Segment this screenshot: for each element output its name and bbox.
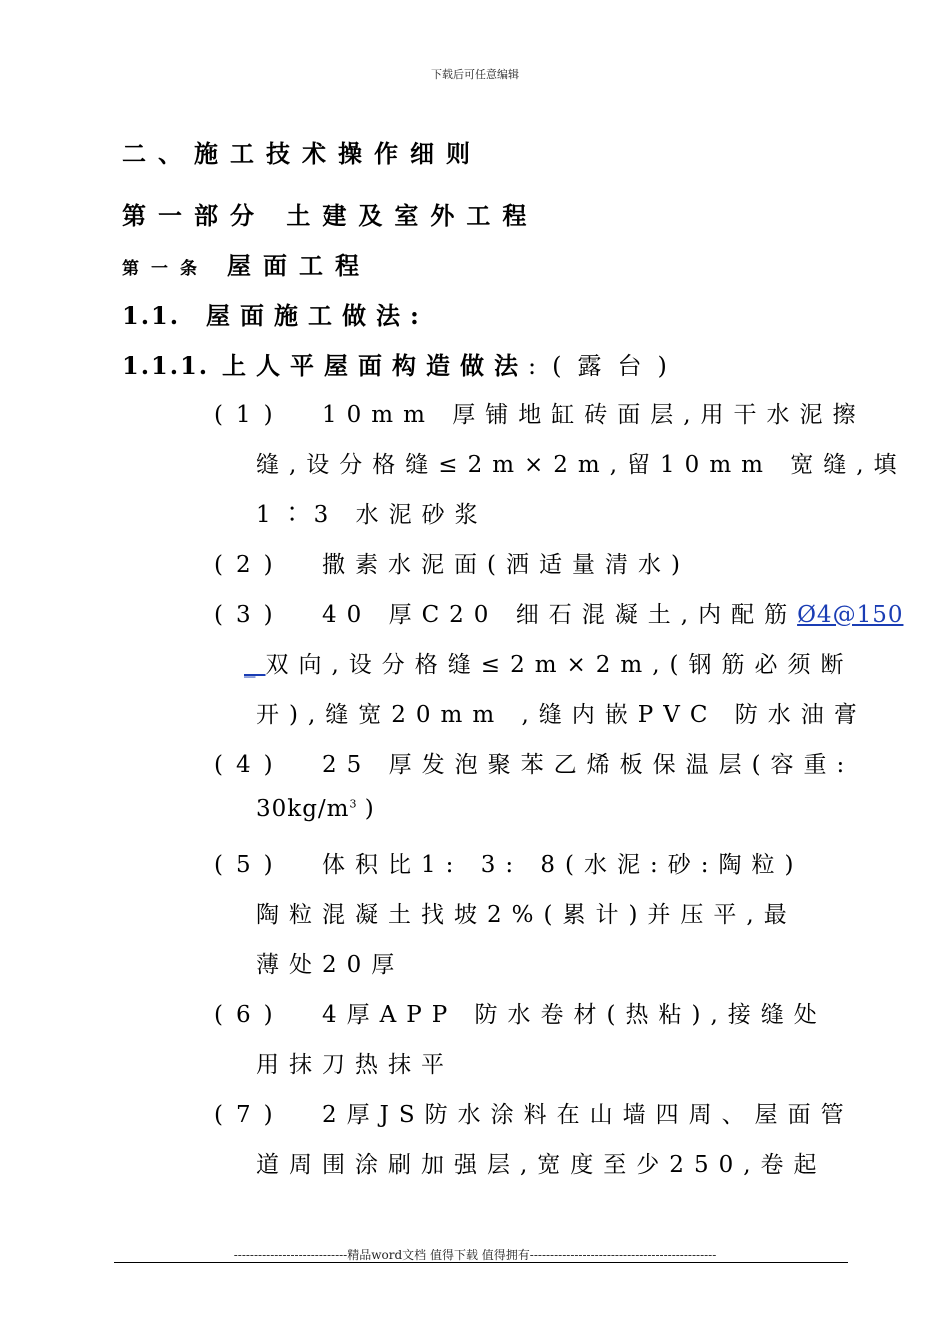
heading-section <box>122 296 429 331</box>
footer-rule <box>114 1262 848 1263</box>
list-item-4-line-1 <box>214 746 854 779</box>
list-item-1-line-3: 1∶3 水泥砂浆 <box>256 502 488 528</box>
list-item-4-line-2 <box>256 796 375 822</box>
item-text: ) <box>356 796 375 822</box>
article-title: 屋面工程 <box>227 251 371 280</box>
item-text: 10mm 厚铺地缸砖面层,用干水泥擦 <box>322 402 866 428</box>
item-text: 双向,设分格缝≤2m×2m,(钢筋必须断 <box>265 652 854 678</box>
subsection-note: :(露台) <box>528 352 683 380</box>
item-marker: (3) <box>214 602 286 628</box>
subsection-title: 上人平屋面构造做法 <box>222 351 528 380</box>
section-title: 屋面施工做法: <box>206 301 429 330</box>
list-item-7-line-1 <box>214 1096 854 1129</box>
list-item-3-line-1 <box>214 596 903 629</box>
rebar-spec-link[interactable]: Ø4@150 <box>797 602 904 628</box>
density-value: 30kg/m <box>256 796 350 822</box>
list-item-5-line-1 <box>214 846 803 879</box>
underline-fragment: _ <box>244 652 266 678</box>
superscript-3: 3 <box>349 797 357 811</box>
item-marker: (4) <box>214 752 286 778</box>
list-item-7-line-2: 道周围涂刷加强层,宽度至少250,卷起 <box>256 1152 827 1178</box>
list-item-3-line-3: 开),缝宽20mm ,缝内嵌PVC 防水油膏 <box>256 702 867 728</box>
item-marker: (2) <box>214 552 286 578</box>
item-marker: (5) <box>214 852 286 878</box>
list-item-3-line-2 <box>244 646 854 679</box>
heading-part: 第一部分 土建及室外工程 <box>122 201 539 230</box>
article-number: 第一条 <box>122 259 209 279</box>
subsection-number: 1.1.1. <box>122 351 210 380</box>
list-item-6-line-1 <box>214 996 827 1029</box>
list-item-5-line-2: 陶粒混凝土找坡2%(累计)并压平,最 <box>256 902 797 928</box>
heading-article <box>122 246 371 281</box>
list-item-5-line-3: 薄处20厚 <box>256 952 405 978</box>
page-footer: ----------------------------精品word文档 值得下载 值得拥有---------------------------------------------- <box>233 1248 717 1262</box>
item-marker: (7) <box>214 1102 286 1128</box>
item-marker: (6) <box>214 1002 286 1028</box>
heading-subsection <box>122 346 683 381</box>
item-text: 4厚APP 防水卷材(热粘),接缝处 <box>322 1002 827 1028</box>
list-item-6-line-2: 用抹刀热抹平 <box>256 1052 454 1078</box>
item-marker: (1) <box>214 402 286 428</box>
item-text: 2厚JS防水涂料在山墙四周、屋面管 <box>322 1102 854 1128</box>
list-item-1-line-2: 缝,设分格缝≤2m×2m,留10mm 宽缝,填 <box>256 452 907 478</box>
item-text: 体积比1: 3: 8(水泥:砂:陶粒) <box>322 852 804 878</box>
item-text: 25 厚发泡聚苯乙烯板保温层(容重: <box>322 752 855 778</box>
list-item-2-line-1 <box>214 546 690 579</box>
list-item-1-line-1 <box>214 396 866 429</box>
heading-level-1: 二、施工技术操作细则 <box>122 139 482 168</box>
page-header: 下载后可任意编辑 <box>431 68 519 81</box>
section-number: 1.1. <box>122 301 181 330</box>
item-text: 撒素水泥面(洒适量清水) <box>322 552 690 578</box>
item-text: 40 厚C20 细石混凝土,内配筋 <box>322 602 798 628</box>
